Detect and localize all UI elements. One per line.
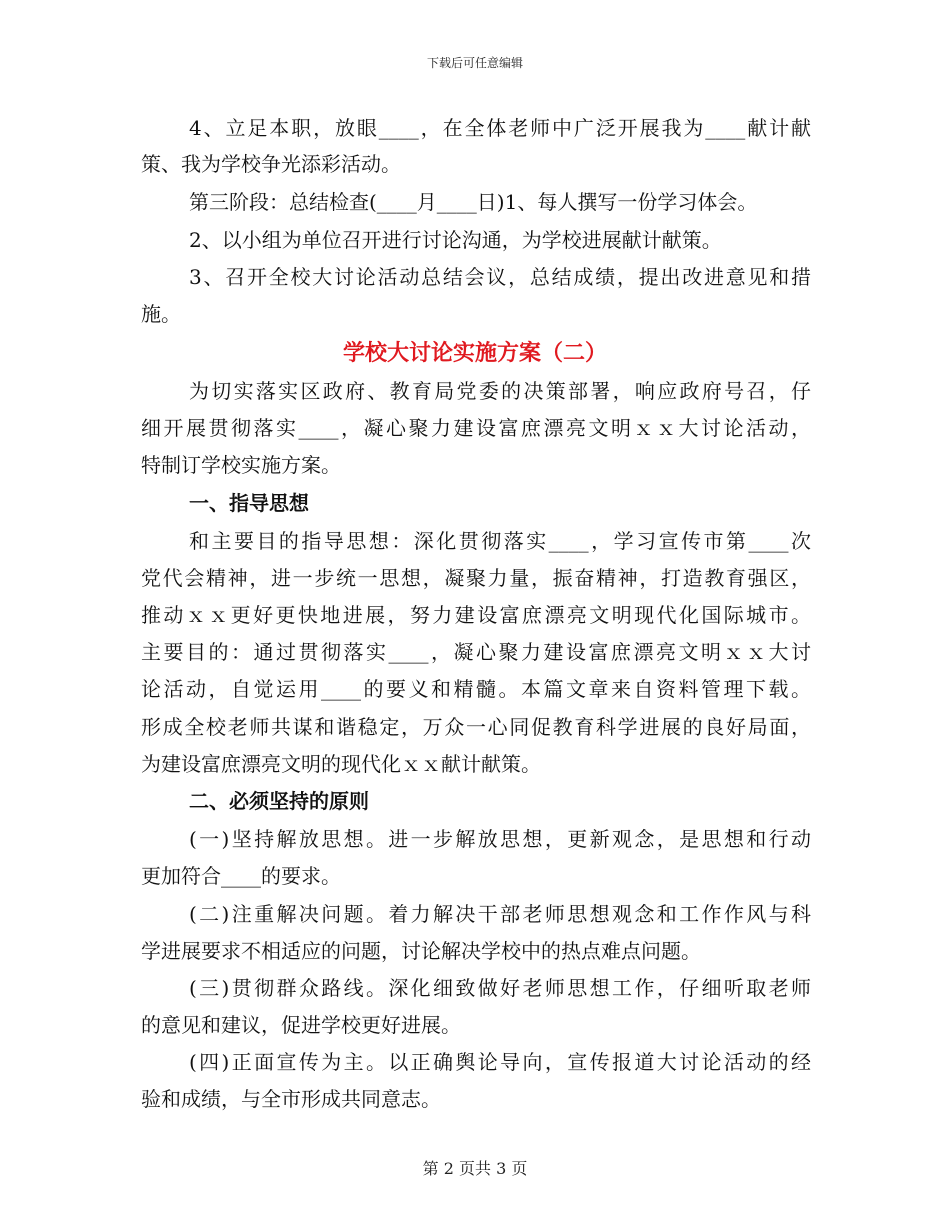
paragraph-line: 论活动，自觉运用____的要义和精髓。本篇文章来自资料管理下载。 — [141, 677, 811, 701]
paragraph-line: (二)注重解决问题。着力解决干部老师思想观念和工作作风与科 — [189, 902, 811, 926]
paragraph-line: 细开展贯彻落实____，凝心聚力建设富庶漂亮文明ｘｘ大讨论活动， — [141, 416, 811, 440]
paragraph-line: 施。 — [141, 302, 181, 326]
paragraph-line: (一)坚持解放思想。进一步解放思想，更新观念，是思想和行动 — [189, 827, 811, 851]
paragraph-line: 验和成绩，与全市形成共同意志。 — [141, 1087, 441, 1111]
heading-guiding-thought: 一、指导思想 — [189, 491, 309, 515]
paragraph-line: (四)正面宣传为主。以正确舆论导向，宣传报道大讨论活动的经 — [189, 1050, 811, 1074]
paragraph-line: 3、召开全校大讨论活动总结会议，总结成绩，提出改进意见和措 — [189, 265, 811, 289]
paragraph-line: 策、我为学校争光添彩活动。 — [141, 152, 401, 176]
paragraph-line: 2、以小组为单位召开进行讨论沟通，为学校进展献计献策。 — [189, 228, 722, 252]
paragraph-line: (三)贯彻群众路线。深化细致做好老师思想工作，仔细听取老师 — [189, 976, 811, 1000]
page-footer: 第 2 页共 3 页 — [422, 1159, 528, 1178]
section-title: 学校大讨论实施方案（二） — [342, 340, 607, 366]
paragraph-line: 和主要目的指导思想：深化贯彻落实____，学习宣传市第____次 — [189, 529, 811, 553]
paragraph-line: 第三阶段：总结检查(____月____日)1、每人撰写一份学习体会。 — [189, 190, 758, 214]
paragraph-line: 为切实落实区政府、教育局党委的决策部署，响应政府号召，仔 — [189, 379, 811, 403]
paragraph-line: 4、立足本职，放眼____，在全体老师中广泛开展我为____献计献 — [189, 116, 811, 140]
paragraph-line: 主要目的：通过贯彻落实____，凝心聚力建设富庶漂亮文明ｘｘ大讨 — [141, 640, 811, 664]
paragraph-line: 特制订学校实施方案。 — [141, 453, 341, 477]
heading-principles: 二、必须坚持的原则 — [189, 789, 369, 813]
paragraph-line: 形成全校老师共谋和谐稳定，万众一心同促教育科学进展的良好局面， — [141, 715, 811, 739]
paragraph-line: 推动ｘｘ更好更快地进展，努力建设富庶漂亮文明现代化国际城市。 — [141, 603, 811, 627]
paragraph-line: 为建设富庶漂亮文明的现代化ｘｘ献计献策。 — [141, 752, 541, 776]
paragraph-line: 的意见和建议，促进学校更好进展。 — [141, 1013, 461, 1037]
paragraph-line: 党代会精神，进一步统一思想，凝聚力量，振奋精神，打造教育强区， — [141, 566, 811, 590]
page-header: 下载后可任意编辑 — [426, 56, 523, 70]
paragraph-line: 更加符合____的要求。 — [141, 864, 341, 888]
paragraph-line: 学进展要求不相适应的问题，讨论解决学校中的热点难点问题。 — [141, 939, 701, 963]
